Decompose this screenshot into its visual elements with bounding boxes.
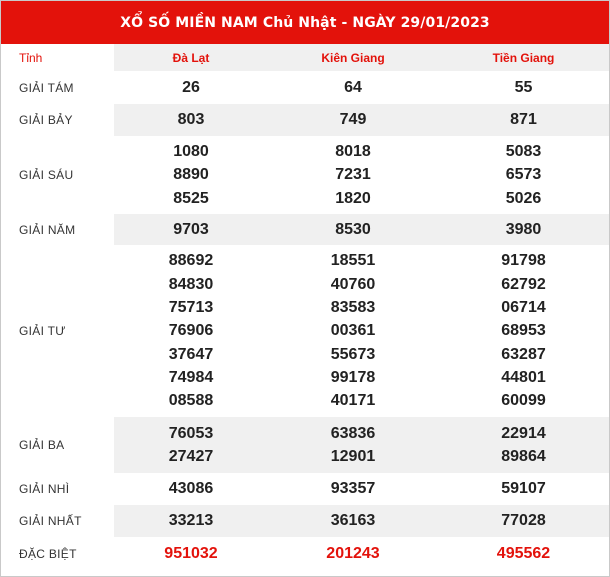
- prize-cell: [438, 245, 609, 417]
- prize-number: 00361: [330, 322, 376, 340]
- prize-cell: [268, 417, 438, 473]
- prize-number: 63287: [501, 345, 546, 363]
- prize-number: 44801: [501, 368, 546, 386]
- prize-label: GIẢI TÁM: [19, 80, 74, 95]
- prize-label: GIẢI NHÌ: [19, 482, 70, 496]
- prize-cell: [114, 417, 268, 473]
- prize-number: 1820: [335, 189, 371, 207]
- prize-number: 40171: [330, 392, 376, 410]
- prize-cell: [268, 71, 438, 104]
- prize-number: 871: [510, 111, 537, 129]
- prize-number: 91798: [501, 252, 546, 270]
- prize-number: 9703: [173, 220, 209, 238]
- prize-number: 55673: [330, 345, 376, 363]
- prize-number: 5083: [505, 143, 542, 161]
- prize-number: 68953: [501, 322, 546, 340]
- prize-cell: [438, 71, 609, 104]
- prize-number: 37647: [168, 345, 214, 363]
- prize-cell: [114, 245, 268, 417]
- prize-number: 43086: [168, 480, 214, 498]
- prize-cell: [438, 505, 609, 537]
- prize-number: 40760: [330, 275, 376, 293]
- prize-cell: [114, 71, 268, 104]
- table-row: [1, 505, 609, 537]
- prize-cell: [438, 417, 609, 473]
- prize-number: 74984: [168, 368, 214, 386]
- prize-cell: [114, 136, 268, 214]
- table-row: [1, 473, 609, 505]
- prize-number: 5026: [505, 189, 542, 207]
- prize-cell: [438, 537, 609, 570]
- prize-number: 76906: [168, 322, 214, 340]
- prize-number: 99178: [330, 368, 376, 386]
- prize-number: 60099: [501, 392, 546, 410]
- prize-number: 62792: [501, 275, 546, 293]
- prize-number: 89864: [501, 448, 546, 465]
- prize-number: 6573: [505, 166, 542, 184]
- prize-cell: [268, 537, 438, 570]
- prize-number: 8890: [173, 166, 209, 184]
- prize-number: 08588: [168, 392, 214, 410]
- prize-label: ĐẶC BIỆT: [19, 546, 77, 561]
- prize-cell: [268, 104, 438, 136]
- table-row: [1, 214, 609, 245]
- table-row: [1, 245, 609, 417]
- prize-number: 8525: [173, 189, 209, 207]
- prize-number: 26: [182, 78, 200, 96]
- prize-label: GIẢI TƯ: [19, 324, 66, 338]
- prize-cell: [268, 245, 438, 417]
- table-row: [1, 537, 609, 570]
- province-name[interactable]: Tiền Giang: [438, 44, 609, 71]
- prize-number: 63836: [330, 424, 376, 442]
- prize-number: 7231: [335, 166, 371, 184]
- prize-cell: [268, 505, 438, 537]
- prize-cell: [438, 214, 609, 245]
- prize-label: GIẢI NĂM: [1, 214, 114, 245]
- prize-number: 06714: [501, 299, 546, 317]
- prize-number: 18551: [330, 252, 376, 270]
- prize-number: 84830: [168, 275, 214, 293]
- table-header-row: [1, 44, 609, 71]
- prize-cell: [268, 214, 438, 245]
- prize-number: 803: [177, 111, 205, 129]
- province-name[interactable]: Đà Lạt: [114, 44, 268, 71]
- prize-cell: [438, 136, 609, 214]
- prize-number: 27427: [168, 448, 214, 465]
- prize-cell: [114, 214, 268, 245]
- prize-label: GIẢI SÁU: [19, 168, 74, 182]
- prize-number: 8530: [335, 220, 371, 238]
- prize-cell: [114, 537, 268, 570]
- prize-number: 36163: [330, 512, 376, 530]
- prize-number: 83583: [330, 299, 376, 317]
- table-row: [1, 417, 609, 473]
- prize-label: GIẢI BẢY: [1, 104, 114, 136]
- prize-number: 12901: [330, 448, 376, 465]
- prize-number: 1080: [173, 143, 209, 161]
- prize-cell: [268, 473, 438, 505]
- prize-number: 8018: [335, 143, 371, 161]
- prize-number: 59107: [501, 480, 546, 498]
- prize-label: GIẢI BA: [1, 417, 114, 473]
- prize-number: 77028: [501, 512, 546, 530]
- prize-cell: [438, 473, 609, 505]
- prize-number: 201243: [326, 544, 380, 562]
- prize-number: 495562: [496, 544, 551, 562]
- table-row: [1, 136, 609, 214]
- prize-cell: [438, 104, 609, 136]
- prize-number: 76053: [168, 424, 214, 442]
- prize-cell: [114, 104, 268, 136]
- prize-label: GIẢI NHẤT: [1, 505, 114, 537]
- prize-number: 93357: [330, 480, 376, 498]
- prize-cell: [268, 136, 438, 214]
- prize-number: 55: [514, 78, 533, 96]
- lottery-results-table: [1, 44, 609, 570]
- prize-number: 33213: [168, 512, 214, 530]
- prize-number: 3980: [505, 220, 542, 238]
- prize-number: 22914: [501, 424, 546, 442]
- prize-number: 951032: [164, 544, 218, 562]
- prize-number: 88692: [168, 252, 214, 270]
- page-title: XỔ SỐ MIỀN NAM Chủ Nhật - NGÀY 29/01/2023: [1, 1, 609, 44]
- prize-cell: [114, 473, 268, 505]
- province-column-label: Tỉnh: [19, 50, 43, 65]
- prize-number: 64: [344, 78, 362, 96]
- prize-number: 749: [339, 111, 367, 129]
- table-row: [1, 71, 609, 104]
- prize-cell: [114, 505, 268, 537]
- table-row: [1, 104, 609, 136]
- province-name[interactable]: Kiên Giang: [268, 44, 438, 71]
- prize-number: 75713: [168, 299, 214, 317]
